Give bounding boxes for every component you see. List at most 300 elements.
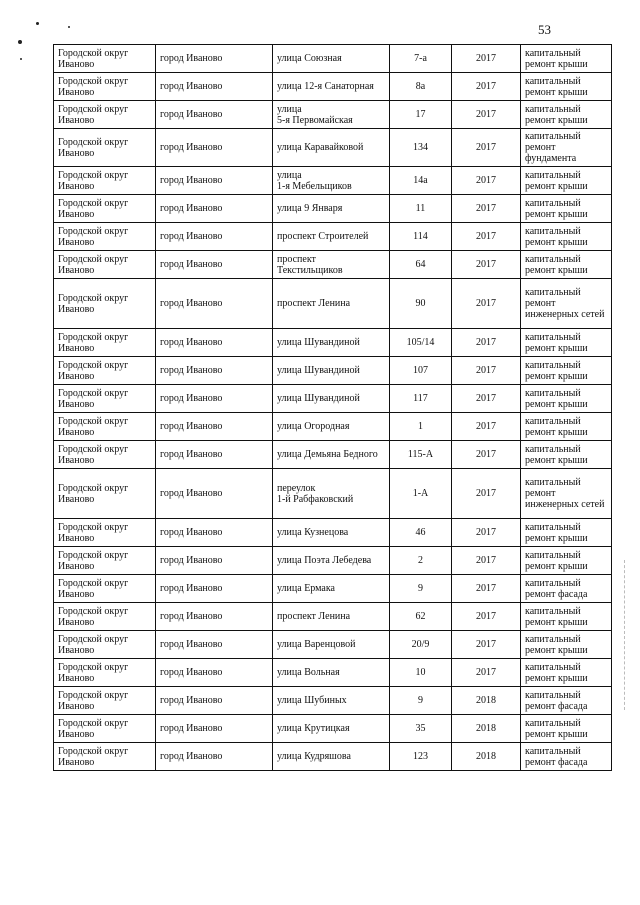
- work-type-cell-text: капитальный ремонт крыши: [525, 521, 588, 544]
- city-cell-text: город Иваново: [160, 142, 223, 153]
- work-type-cell: [521, 715, 612, 743]
- city-cell: [156, 743, 273, 771]
- city-cell-text: город Иваново: [160, 583, 223, 594]
- city-cell: [156, 441, 273, 469]
- okrug-cell: [54, 441, 156, 469]
- work-type-cell-text: капитальный ремонт инженерных сетей: [525, 477, 605, 510]
- year-cell-text: 2017: [476, 365, 496, 376]
- work-type-cell-text: капитальный ремонт крыши: [525, 605, 588, 628]
- table-row: [54, 101, 612, 129]
- work-type-cell-text: капитальный ремонт фундамента: [525, 131, 581, 164]
- street-cell: [273, 547, 390, 575]
- street-cell-text: улица Шувандиной: [277, 337, 360, 348]
- city-cell: [156, 413, 273, 441]
- city-cell: [156, 687, 273, 715]
- house-number-cell-text: 117: [413, 393, 428, 404]
- city-cell-text: город Иваново: [160, 611, 223, 622]
- street-cell-text: улица 5-я Первомайская: [277, 103, 353, 126]
- street-cell-text: улица Поэта Лебедева: [277, 555, 372, 566]
- okrug-cell: [54, 45, 156, 73]
- city-cell-text: город Иваново: [160, 175, 223, 186]
- year-cell-text: 2017: [476, 527, 496, 538]
- street-cell-text: проспект Строителей: [277, 231, 369, 242]
- house-number-cell-text: 35: [415, 723, 426, 734]
- house-number-cell-text: 7-а: [414, 53, 427, 64]
- work-type-cell-text: капитальный ремонт инженерных сетей: [525, 287, 605, 320]
- work-type-cell-text: капитальный ремонт крыши: [525, 331, 588, 354]
- street-cell-text: улица Кудряшова: [277, 751, 351, 762]
- work-type-cell: [521, 631, 612, 659]
- year-cell-text: 2017: [476, 337, 496, 348]
- city-cell-text: город Иваново: [160, 421, 223, 432]
- table-row: [54, 279, 612, 329]
- work-type-cell: [521, 385, 612, 413]
- year-cell: [452, 279, 521, 329]
- street-cell: [273, 687, 390, 715]
- year-cell-text: 2017: [476, 449, 496, 460]
- scan-speck: [18, 40, 22, 44]
- year-cell-text: 2017: [476, 203, 496, 214]
- house-number-cell: [390, 441, 452, 469]
- city-cell: [156, 101, 273, 129]
- city-cell-text: город Иваново: [160, 527, 223, 538]
- work-type-cell: [521, 547, 612, 575]
- street-cell-text: переулок 1-й Рабфаковский: [277, 482, 354, 505]
- city-cell-text: город Иваново: [160, 639, 223, 650]
- year-cell: [452, 45, 521, 73]
- table-row: [54, 385, 612, 413]
- year-cell-text: 2017: [476, 175, 496, 186]
- house-number-cell-text: 20/9: [411, 639, 430, 650]
- okrug-cell: [54, 603, 156, 631]
- okrug-cell-text: Городской округ Иваново: [58, 75, 129, 98]
- city-cell: [156, 715, 273, 743]
- city-cell-text: город Иваново: [160, 337, 223, 348]
- house-number-cell-text: 9: [418, 583, 423, 594]
- work-type-cell-text: капитальный ремонт крыши: [525, 103, 588, 126]
- street-cell: [273, 413, 390, 441]
- street-cell: [273, 45, 390, 73]
- year-cell: [452, 547, 521, 575]
- work-type-cell-text: капитальный ремонт крыши: [525, 717, 588, 740]
- city-cell-text: город Иваново: [160, 751, 223, 762]
- table-row: [54, 357, 612, 385]
- street-cell: [273, 603, 390, 631]
- city-cell-text: город Иваново: [160, 109, 223, 120]
- table-row: [54, 659, 612, 687]
- table-row: [54, 603, 612, 631]
- work-type-cell-text: капитальный ремонт крыши: [525, 253, 588, 276]
- street-cell-text: улица 9 Января: [277, 203, 343, 214]
- city-cell: [156, 603, 273, 631]
- year-cell: [452, 101, 521, 129]
- okrug-cell: [54, 195, 156, 223]
- house-number-cell: [390, 167, 452, 195]
- year-cell-text: 2017: [476, 53, 496, 64]
- street-cell: [273, 715, 390, 743]
- city-cell-text: город Иваново: [160, 259, 223, 270]
- house-number-cell: [390, 743, 452, 771]
- table-row: [54, 631, 612, 659]
- okrug-cell: [54, 631, 156, 659]
- city-cell: [156, 251, 273, 279]
- street-cell-text: улица Шувандиной: [277, 393, 360, 404]
- table-row: [54, 715, 612, 743]
- city-cell: [156, 167, 273, 195]
- house-number-cell: [390, 575, 452, 603]
- table-row: [54, 413, 612, 441]
- okrug-cell: [54, 469, 156, 519]
- street-cell: [273, 743, 390, 771]
- year-cell-text: 2017: [476, 488, 496, 499]
- year-cell: [452, 129, 521, 167]
- work-type-cell: [521, 687, 612, 715]
- work-type-cell: [521, 223, 612, 251]
- street-cell-text: улица Каравайковой: [277, 142, 364, 153]
- scan-speck: [36, 22, 39, 25]
- work-type-cell-text: капитальный ремонт фасада: [525, 577, 588, 600]
- house-number-cell-text: 123: [413, 751, 428, 762]
- house-number-cell: [390, 195, 452, 223]
- street-cell: [273, 129, 390, 167]
- year-cell-text: 2017: [476, 421, 496, 432]
- okrug-cell-text: Городской округ Иваново: [58, 331, 129, 354]
- street-cell: [273, 195, 390, 223]
- scan-edge-mark: [624, 560, 627, 710]
- house-number-cell-text: 114: [413, 231, 428, 242]
- city-cell-text: город Иваново: [160, 203, 223, 214]
- house-number-cell: [390, 251, 452, 279]
- city-cell: [156, 195, 273, 223]
- house-number-cell-text: 17: [415, 109, 426, 120]
- okrug-cell: [54, 251, 156, 279]
- okrug-cell-text: Городской округ Иваново: [58, 482, 129, 505]
- house-number-cell: [390, 279, 452, 329]
- table-row: [54, 469, 612, 519]
- city-cell-text: город Иваново: [160, 393, 223, 404]
- year-cell-text: 2018: [476, 751, 496, 762]
- city-cell-text: город Иваново: [160, 298, 223, 309]
- house-number-cell: [390, 101, 452, 129]
- work-type-cell: [521, 279, 612, 329]
- street-cell: [273, 73, 390, 101]
- street-cell: [273, 441, 390, 469]
- okrug-cell: [54, 519, 156, 547]
- house-number-cell-text: 14а: [413, 175, 428, 186]
- year-cell-text: 2017: [476, 611, 496, 622]
- okrug-cell-text: Городской округ Иваново: [58, 577, 129, 600]
- street-cell: [273, 251, 390, 279]
- year-cell: [452, 631, 521, 659]
- city-cell: [156, 223, 273, 251]
- house-number-cell: [390, 357, 452, 385]
- work-type-cell-text: капитальный ремонт крыши: [525, 359, 588, 382]
- year-cell: [452, 329, 521, 357]
- house-number-cell-text: 9: [418, 695, 423, 706]
- okrug-cell-text: Городской округ Иваново: [58, 717, 129, 740]
- okrug-cell-text: Городской округ Иваново: [58, 689, 129, 712]
- okrug-cell: [54, 385, 156, 413]
- okrug-cell: [54, 101, 156, 129]
- year-cell: [452, 73, 521, 101]
- okrug-cell-text: Городской округ Иваново: [58, 359, 129, 382]
- street-cell-text: улица Крутицкая: [277, 723, 350, 734]
- table-row: [54, 251, 612, 279]
- street-cell-text: улица Союзная: [277, 53, 342, 64]
- street-cell: [273, 329, 390, 357]
- table-row: [54, 45, 612, 73]
- work-type-cell: [521, 167, 612, 195]
- year-cell: [452, 603, 521, 631]
- house-number-cell-text: 8а: [415, 81, 426, 92]
- year-cell-text: 2017: [476, 142, 496, 153]
- work-type-cell-text: капитальный ремонт крыши: [525, 169, 588, 192]
- work-type-cell-text: капитальный ремонт крыши: [525, 75, 588, 98]
- work-type-cell: [521, 195, 612, 223]
- street-cell: [273, 357, 390, 385]
- okrug-cell-text: Городской округ Иваново: [58, 661, 129, 684]
- work-type-cell-text: капитальный ремонт крыши: [525, 47, 588, 70]
- okrug-cell-text: Городской округ Иваново: [58, 549, 129, 572]
- repair-registry-table: [53, 44, 612, 771]
- city-cell-text: город Иваново: [160, 449, 223, 460]
- table-row: [54, 441, 612, 469]
- street-cell-text: улица 12-я Санаторная: [277, 81, 374, 92]
- city-cell: [156, 279, 273, 329]
- year-cell-text: 2017: [476, 583, 496, 594]
- house-number-cell-text: 64: [415, 259, 426, 270]
- work-type-cell: [521, 469, 612, 519]
- city-cell-text: город Иваново: [160, 231, 223, 242]
- year-cell: [452, 575, 521, 603]
- city-cell-text: город Иваново: [160, 53, 223, 64]
- house-number-cell: [390, 687, 452, 715]
- city-cell: [156, 45, 273, 73]
- street-cell-text: проспект Ленина: [277, 611, 351, 622]
- street-cell-text: проспект Текстильщиков: [277, 253, 343, 276]
- okrug-cell-text: Городской округ Иваново: [58, 745, 129, 768]
- work-type-cell-text: капитальный ремонт крыши: [525, 225, 588, 248]
- okrug-cell: [54, 73, 156, 101]
- street-cell-text: улица Варенцовой: [277, 639, 356, 650]
- city-cell: [156, 519, 273, 547]
- year-cell: [452, 195, 521, 223]
- okrug-cell: [54, 357, 156, 385]
- house-number-cell-text: 10: [415, 667, 426, 678]
- work-type-cell: [521, 441, 612, 469]
- house-number-cell-text: 134: [413, 142, 428, 153]
- year-cell: [452, 357, 521, 385]
- scan-speck: [20, 58, 22, 60]
- okrug-cell-text: Городской округ Иваново: [58, 47, 129, 70]
- okrug-cell-text: Городской округ Иваново: [58, 387, 129, 410]
- city-cell: [156, 631, 273, 659]
- okrug-cell-text: Городской округ Иваново: [58, 292, 129, 315]
- street-cell: [273, 223, 390, 251]
- house-number-cell: [390, 329, 452, 357]
- house-number-cell: [390, 659, 452, 687]
- city-cell: [156, 329, 273, 357]
- okrug-cell: [54, 223, 156, 251]
- work-type-cell-text: капитальный ремонт крыши: [525, 197, 588, 220]
- year-cell-text: 2017: [476, 81, 496, 92]
- year-cell: [452, 743, 521, 771]
- house-number-cell-text: 105/14: [406, 337, 435, 348]
- street-cell-text: улица Шубиных: [277, 695, 347, 706]
- house-number-cell-text: 115-А: [407, 449, 434, 460]
- work-type-cell: [521, 357, 612, 385]
- work-type-cell-text: капитальный ремонт крыши: [525, 549, 588, 572]
- okrug-cell: [54, 413, 156, 441]
- okrug-cell: [54, 167, 156, 195]
- work-type-cell: [521, 743, 612, 771]
- city-cell-text: город Иваново: [160, 723, 223, 734]
- year-cell-text: 2017: [476, 667, 496, 678]
- year-cell: [452, 469, 521, 519]
- table-row: [54, 329, 612, 357]
- okrug-cell: [54, 129, 156, 167]
- street-cell-text: улица Огородная: [277, 421, 350, 432]
- city-cell: [156, 129, 273, 167]
- city-cell: [156, 357, 273, 385]
- work-type-cell-text: капитальный ремонт крыши: [525, 387, 588, 410]
- house-number-cell: [390, 45, 452, 73]
- city-cell: [156, 659, 273, 687]
- work-type-cell-text: капитальный ремонт крыши: [525, 443, 588, 466]
- work-type-cell-text: капитальный ремонт крыши: [525, 633, 588, 656]
- table-row: [54, 195, 612, 223]
- house-number-cell-text: 1-А: [412, 488, 429, 499]
- street-cell: [273, 101, 390, 129]
- street-cell: [273, 469, 390, 519]
- okrug-cell: [54, 575, 156, 603]
- year-cell-text: 2017: [476, 231, 496, 242]
- scan-speck: [68, 26, 70, 28]
- work-type-cell: [521, 329, 612, 357]
- year-cell-text: 2017: [476, 259, 496, 270]
- house-number-cell: [390, 469, 452, 519]
- okrug-cell-text: Городской округ Иваново: [58, 415, 129, 438]
- year-cell: [452, 167, 521, 195]
- street-cell: [273, 631, 390, 659]
- okrug-cell: [54, 743, 156, 771]
- work-type-cell-text: капитальный ремонт крыши: [525, 661, 588, 684]
- city-cell-text: город Иваново: [160, 488, 223, 499]
- okrug-cell-text: Городской округ Иваново: [58, 225, 129, 248]
- house-number-cell: [390, 519, 452, 547]
- year-cell: [452, 715, 521, 743]
- okrug-cell: [54, 715, 156, 743]
- okrug-cell-text: Городской округ Иваново: [58, 136, 129, 159]
- street-cell-text: улица Вольная: [277, 667, 340, 678]
- street-cell: [273, 575, 390, 603]
- okrug-cell: [54, 547, 156, 575]
- okrug-cell-text: Городской округ Иваново: [58, 253, 129, 276]
- year-cell-text: 2017: [476, 298, 496, 309]
- city-cell: [156, 575, 273, 603]
- page-number: 53: [538, 22, 551, 37]
- city-cell-text: город Иваново: [160, 81, 223, 92]
- okrug-cell-text: Городской округ Иваново: [58, 633, 129, 656]
- table-row: [54, 575, 612, 603]
- work-type-cell: [521, 45, 612, 73]
- city-cell-text: город Иваново: [160, 695, 223, 706]
- work-type-cell: [521, 519, 612, 547]
- city-cell: [156, 73, 273, 101]
- okrug-cell-text: Городской округ Иваново: [58, 197, 129, 220]
- work-type-cell: [521, 413, 612, 441]
- year-cell: [452, 659, 521, 687]
- house-number-cell: [390, 129, 452, 167]
- house-number-cell: [390, 715, 452, 743]
- city-cell: [156, 385, 273, 413]
- work-type-cell-text: капитальный ремонт фасада: [525, 745, 588, 768]
- street-cell-text: улица 1-я Мебельщиков: [277, 169, 352, 192]
- city-cell-text: город Иваново: [160, 555, 223, 566]
- street-cell: [273, 167, 390, 195]
- house-number-cell: [390, 413, 452, 441]
- work-type-cell: [521, 73, 612, 101]
- work-type-cell-text: капитальный ремонт фасада: [525, 689, 588, 712]
- house-number-cell: [390, 385, 452, 413]
- house-number-cell-text: 90: [415, 298, 426, 309]
- house-number-cell: [390, 547, 452, 575]
- city-cell-text: город Иваново: [160, 365, 223, 376]
- house-number-cell-text: 11: [415, 203, 426, 214]
- year-cell-text: 2017: [476, 393, 496, 404]
- house-number-cell-text: 2: [418, 555, 423, 566]
- city-cell-text: город Иваново: [160, 667, 223, 678]
- year-cell: [452, 441, 521, 469]
- year-cell: [452, 687, 521, 715]
- okrug-cell-text: Городской округ Иваново: [58, 521, 129, 544]
- year-cell: [452, 519, 521, 547]
- work-type-cell-text: капитальный ремонт крыши: [525, 415, 588, 438]
- table-row: [54, 743, 612, 771]
- street-cell-text: улица Кузнецова: [277, 527, 349, 538]
- street-cell: [273, 385, 390, 413]
- work-type-cell: [521, 659, 612, 687]
- house-number-cell-text: 62: [415, 611, 426, 622]
- street-cell: [273, 659, 390, 687]
- table-row: [54, 519, 612, 547]
- table-row: [54, 223, 612, 251]
- year-cell-text: 2018: [476, 723, 496, 734]
- house-number-cell: [390, 631, 452, 659]
- street-cell-text: проспект Ленина: [277, 298, 351, 309]
- okrug-cell-text: Городской округ Иваново: [58, 443, 129, 466]
- city-cell: [156, 469, 273, 519]
- okrug-cell: [54, 687, 156, 715]
- house-number-cell: [390, 603, 452, 631]
- work-type-cell: [521, 603, 612, 631]
- okrug-cell: [54, 329, 156, 357]
- okrug-cell: [54, 279, 156, 329]
- street-cell-text: улица Шувандиной: [277, 365, 360, 376]
- table-row: [54, 73, 612, 101]
- house-number-cell: [390, 223, 452, 251]
- year-cell: [452, 223, 521, 251]
- okrug-cell-text: Городской округ Иваново: [58, 169, 129, 192]
- okrug-cell-text: Городской округ Иваново: [58, 605, 129, 628]
- year-cell: [452, 413, 521, 441]
- street-cell: [273, 519, 390, 547]
- work-type-cell: [521, 101, 612, 129]
- house-number-cell-text: 46: [415, 527, 426, 538]
- street-cell: [273, 279, 390, 329]
- table-row: [54, 687, 612, 715]
- city-cell: [156, 547, 273, 575]
